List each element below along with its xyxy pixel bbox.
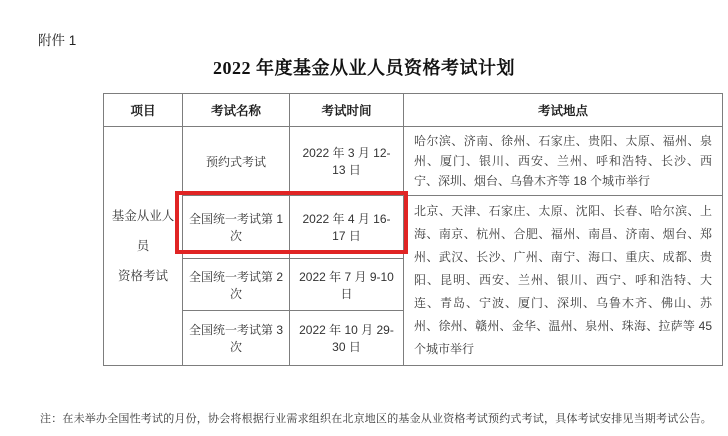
column-header-exam-time: 考试时间 [290, 94, 404, 127]
project-line-1: 基金从业人员 [111, 209, 175, 253]
table-row-highlighted [104, 196, 723, 259]
column-header-exam-location: 考试地点 [404, 94, 723, 127]
exam-name-cell: 全国统一考试第 3 次 [183, 311, 290, 366]
attachment-label: 附件 1 [38, 33, 77, 48]
page-title: 2022 年度基金从业人员资格考试计划 [213, 58, 515, 78]
column-header-project: 项目 [104, 94, 183, 127]
exam-name-cell: 预约式考试 [183, 127, 290, 196]
exam-time-cell: 2022 年 3 月 12-13 日 [290, 127, 404, 196]
exam-time-cell: 2022 年 10 月 29-30 日 [290, 311, 404, 366]
column-header-exam-name: 考试名称 [183, 94, 290, 127]
exam-name-cell: 全国统一考试第 2 次 [183, 258, 290, 311]
exam-location-cell-national: 北京、天津、石家庄、太原、沈阳、长春、哈尔滨、上海、南京、杭州、合肥、福州、南昌、济南、烟台、郑州、武汉、长沙、广州、南宁、海口、重庆、成都、贵阳、昆明、西安、兰州、银川、西宁、呼和浩特、大连、青岛、宁波、厦门、深圳、乌鲁木齐、佛山、苏州、徐州、赣州、金华、温州、泉州、珠海、拉萨等 45 个城市举行 [404, 196, 723, 366]
exam-time-cell: 2022 年 7 月 9-10 日 [290, 258, 404, 311]
project-cell [104, 127, 183, 366]
footnote: 注：在未举办全国性考试的月份，协会将根据行业需求组织在北京地区的基金从业资格考试预约式考试，具体考试安排见当期考试公告。 [40, 413, 712, 425]
project-line-2: 资格考试 [117, 269, 168, 283]
table-header-row [104, 94, 723, 127]
exam-location-cell-reservation: 哈尔滨、济南、徐州、石家庄、贵阳、太原、福州、泉州、厦门、银川、西安、兰州、呼和浩特、长沙、西宁、深圳、烟台、乌鲁木齐等 18 个城市举行 [404, 127, 723, 196]
exam-name-cell: 全国统一考试第 1 次 [183, 196, 290, 259]
exam-time-cell: 2022 年 4 月 16-17 日 [290, 196, 404, 259]
table-row [104, 127, 723, 196]
exam-schedule-table [103, 93, 723, 366]
